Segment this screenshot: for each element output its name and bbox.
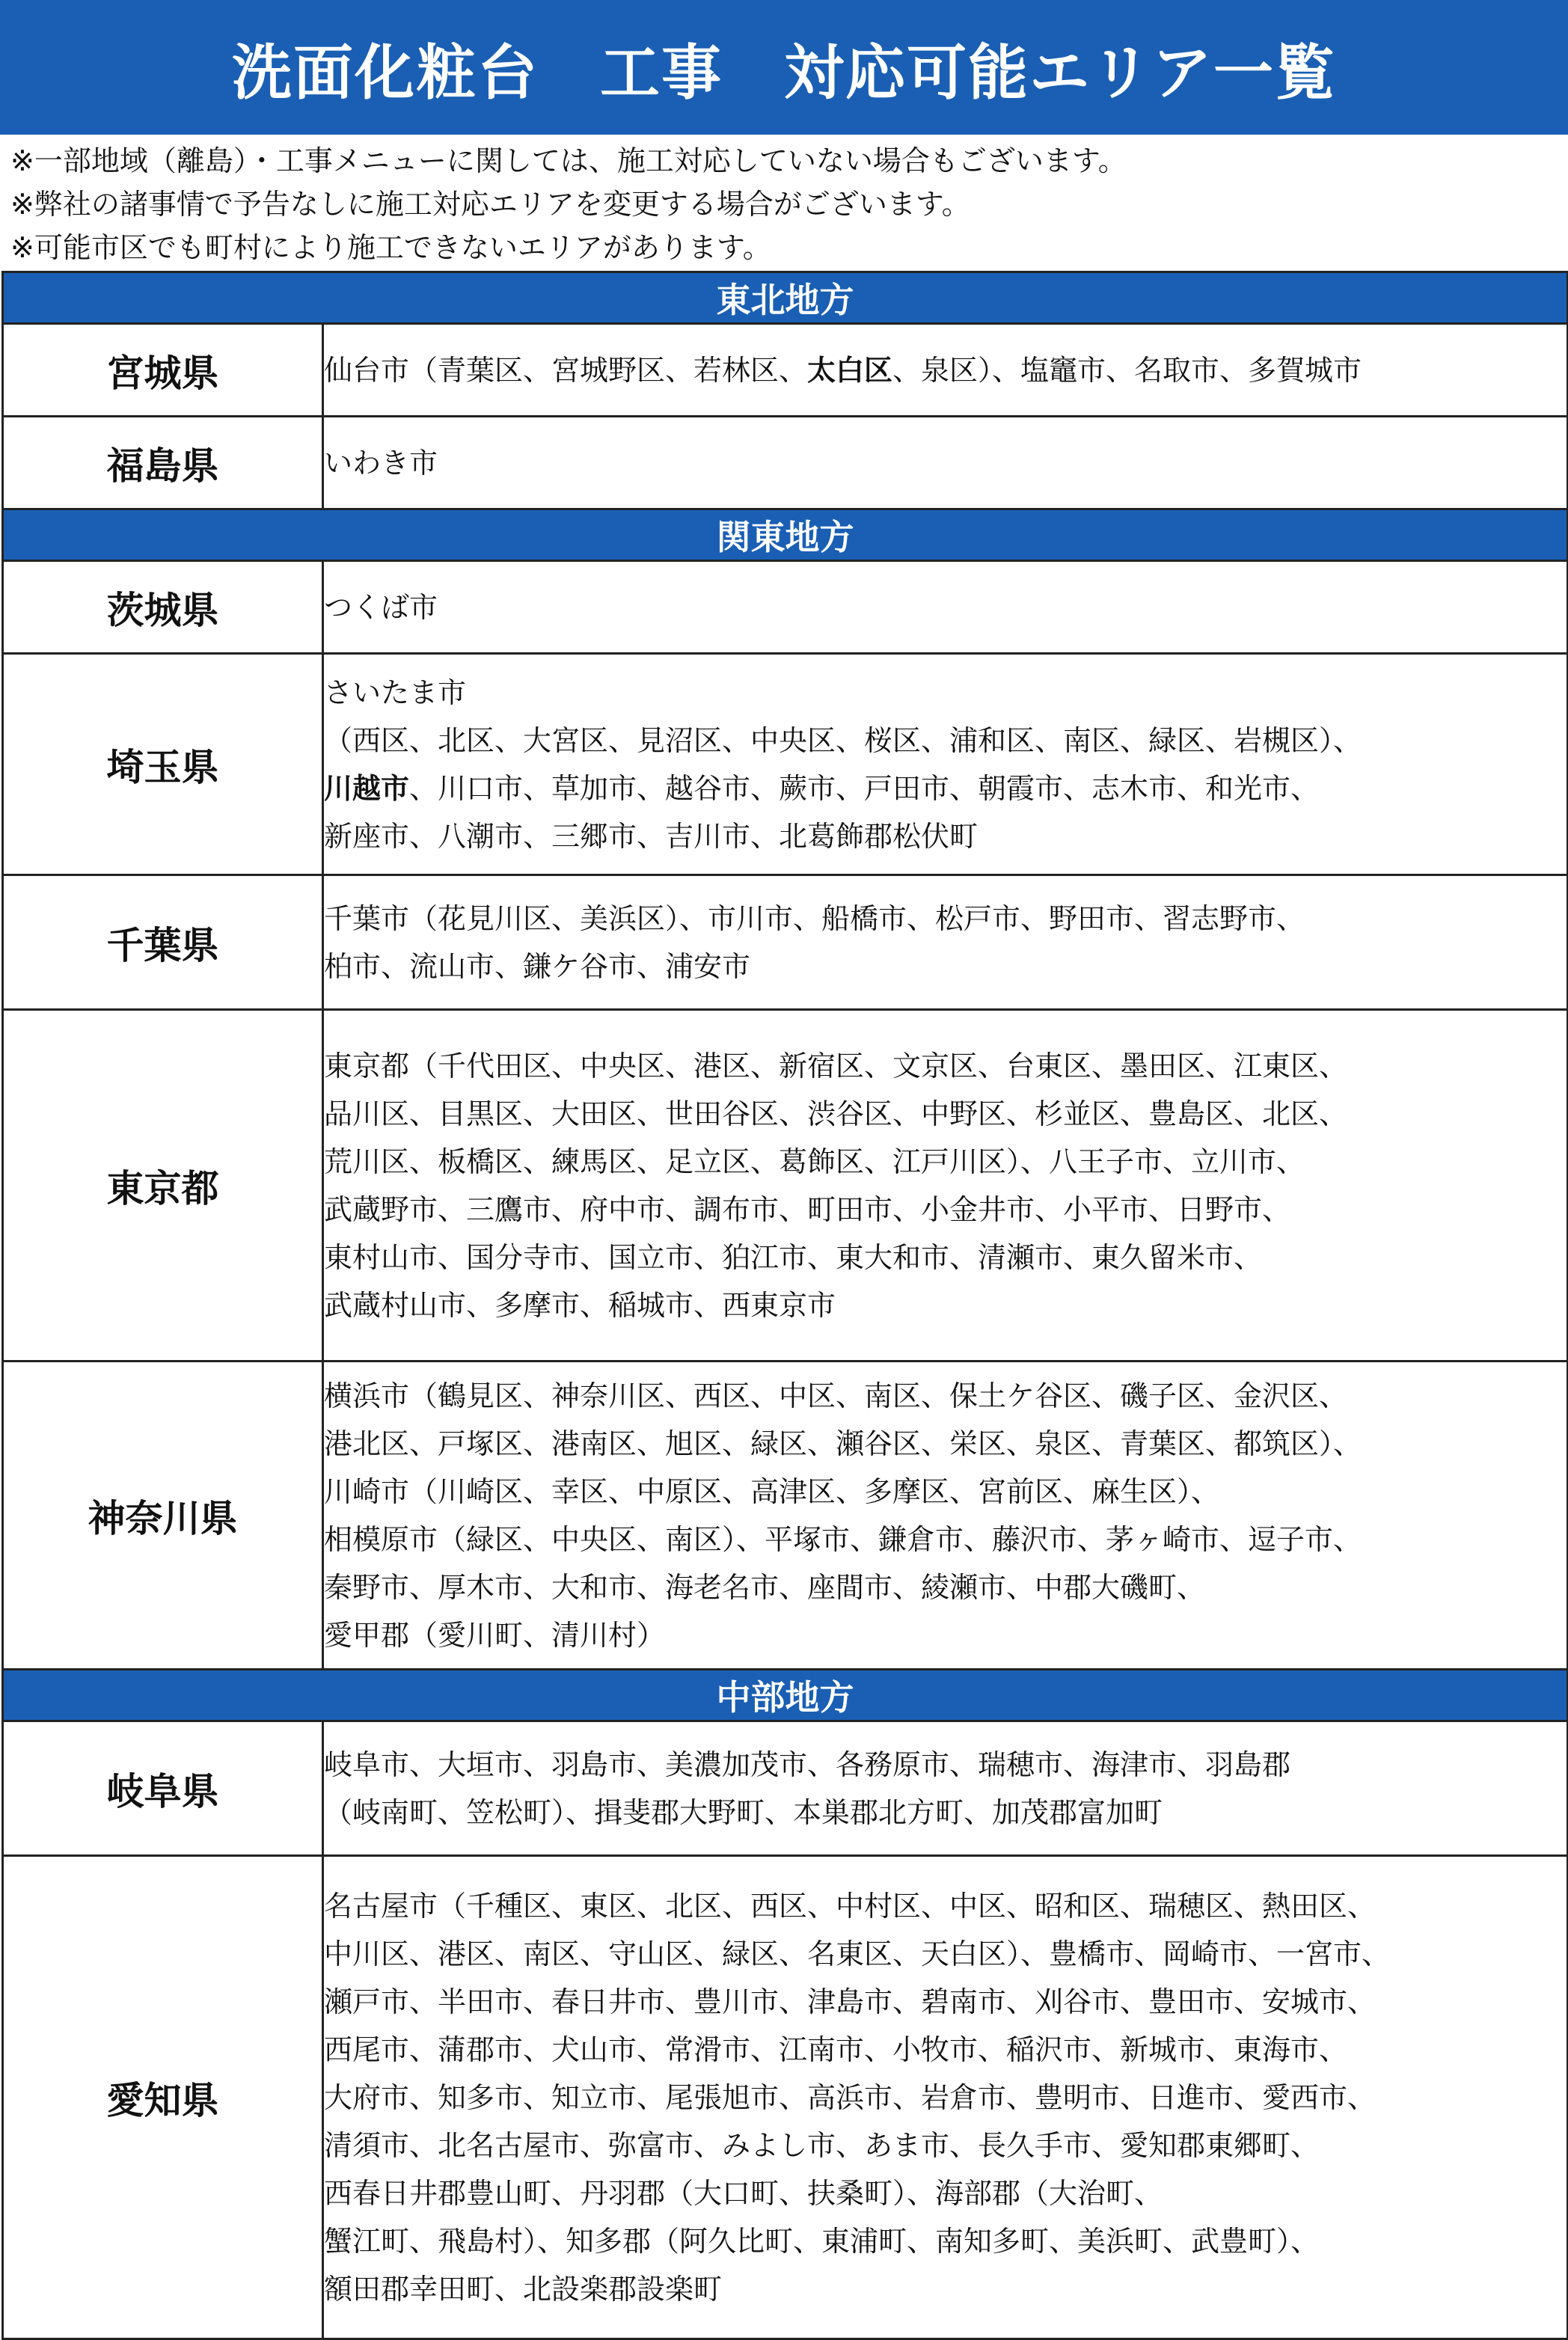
table-row [3,1721,1568,1856]
city-list-miyagi [323,324,1568,417]
prefecture-name-fukushima: 福島県 [3,417,323,509]
table-row [3,561,1568,654]
prefecture-name-ibaraki: 茨城県 [3,561,323,654]
prefecture-name-kanagawa: 神奈川県 [3,1362,323,1670]
city-highlight-taihaku: 太白区 [807,353,893,387]
table-row [3,1362,1568,1670]
region-row-chubu [3,1670,1568,1721]
note-remote-islands: ※一部地域（離島）・工事メニューに関しては、施工対応していない場合もございます。 [10,144,1127,177]
prefecture-name-saitama: 埼玉県 [3,654,323,875]
prefecture-name-chiba: 千葉県 [3,875,323,1010]
prefecture-name-gifu: 岐阜県 [3,1721,323,1856]
city-text: さいたま市 （西区、北区、大宮区、見沼区、中央区、桜区、浦和区、南区、緑区、岩槻区）、 [324,676,1362,757]
city-list-chiba: 千葉市（花見川区、美浜区）、市川市、船橋市、松戸市、野田市、習志野市、 柏市、流山市、鎌ケ谷市、浦安市 [323,875,1568,1010]
city-list-saitama [323,654,1568,875]
city-highlight-kawagoe: 川越市 [324,771,410,805]
city-list-tokyo: 東京都（千代田区、中央区、港区、新宿区、文京区、台東区、墨田区、江東区、 品川区、目黒区、大田区、世田谷区、渋谷区、中野区、杉並区、豊島区、北区、 荒川区、板橋区、練馬区、足立区、葛飾区、江戸川区）、八王子市、立川市、 武蔵野市、三鷹市、府中市、調布市、町田市、小金井市、小平市、日野市、 東村山市、国分寺市、国立市、狛江市、東大和市、清瀬市、東久留米市、 武蔵村山市、多摩市、稲城市、西東京市 [323,1010,1568,1362]
prefecture-name-aichi: 愛知県 [3,1856,323,2339]
note-area-change: ※弊社の諸事情で予告なしに施工対応エリアを変更する場合がございます。 [10,188,970,221]
region-header-tohoku: 東北地方 [3,272,1568,324]
city-list-gifu: 岐阜市、大垣市、羽島市、美濃加茂市、各務原市、瑞穂市、海津市、羽島郡 （岐南町、笠松町）、揖斐郡大野町、本巣郡北方町、加茂郡富加町 [323,1721,1568,1856]
table-row [3,654,1568,875]
table-row [3,875,1568,1010]
area-table [1,271,1568,2340]
prefecture-name-miyagi: 宮城県 [3,324,323,417]
table-row [3,1010,1568,1362]
region-header-kanto: 関東地方 [3,509,1568,561]
city-text: 、泉区）、塩竈市、名取市、多賀城市 [892,353,1362,387]
note-town-restriction: ※可能市区でも町村により施工できないエリアがあります。 [10,231,771,264]
table-row [3,324,1568,417]
page-title: 洗面化粧台 工事 対応可能エリア一覧 [0,0,1568,135]
city-text: 仙台市（青葉区、宮城野区、若林区、 [324,353,808,387]
table-row [3,417,1568,509]
notes [10,139,1559,269]
city-list-kanagawa: 横浜市（鶴見区、神奈川区、西区、中区、南区、保土ケ谷区、磯子区、金沢区、 港北区、戸塚区、港南区、旭区、緑区、瀬谷区、栄区、泉区、青葉区、都筑区）、 川崎市（川崎区、幸区、中原区、高津区、多摩区、宮前区、麻生区）、 相模原市（緑区、中央区、南区）、平塚市、鎌倉市、藤沢市、茅ヶ崎市、逗子市、 秦野市、厚木市、大和市、海老名市、座間市、綾瀬市、中郡大磯町、 愛甲郡（愛川町、清川村） [323,1362,1568,1670]
prefecture-name-tokyo: 東京都 [3,1010,323,1362]
region-row-kanto [3,509,1568,561]
region-row-tohoku [3,272,1568,324]
region-header-chubu: 中部地方 [3,1670,1568,1721]
city-list-ibaraki: つくば市 [323,561,1568,654]
city-list-aichi: 名古屋市（千種区、東区、北区、西区、中村区、中区、昭和区、瑞穂区、熱田区、 中川区、港区、南区、守山区、緑区、名東区、天白区）、豊橋市、岡崎市、一宮市、 瀬戸市、半田市、春日井市、豊川市、津島市、碧南市、刈谷市、豊田市、安城市、 西尾市、蒲郡市、犬山市、常滑市、江南市、小牧市、稲沢市、新城市、東海市、 大府市、知多市、知立市、尾張旭市、高浜市、岩倉市、豊明市、日進市、愛西市、 清須市、北名古屋市、弥富市、みよし市、あま市、長久手市、愛知郡東郷町、 西春日井郡豊山町、丹羽郡（大口町、扶桑町）、海部郡（大治町、 蟹江町、飛島村）、知多郡（阿久比町、東浦町、南知多町、美浜町、武豊町）、 額田郡幸田町、北設楽郡設楽町 [323,1856,1568,2339]
city-text: 、川口市、草加市、越谷市、蕨市、戸田市、朝霞市、志木市、和光市、 新座市、八潮市、三郷市、吉川市、北葛飾郡松伏町 [324,771,1320,853]
city-list-fukushima: いわき市 [323,417,1568,509]
table-row [3,1856,1568,2339]
